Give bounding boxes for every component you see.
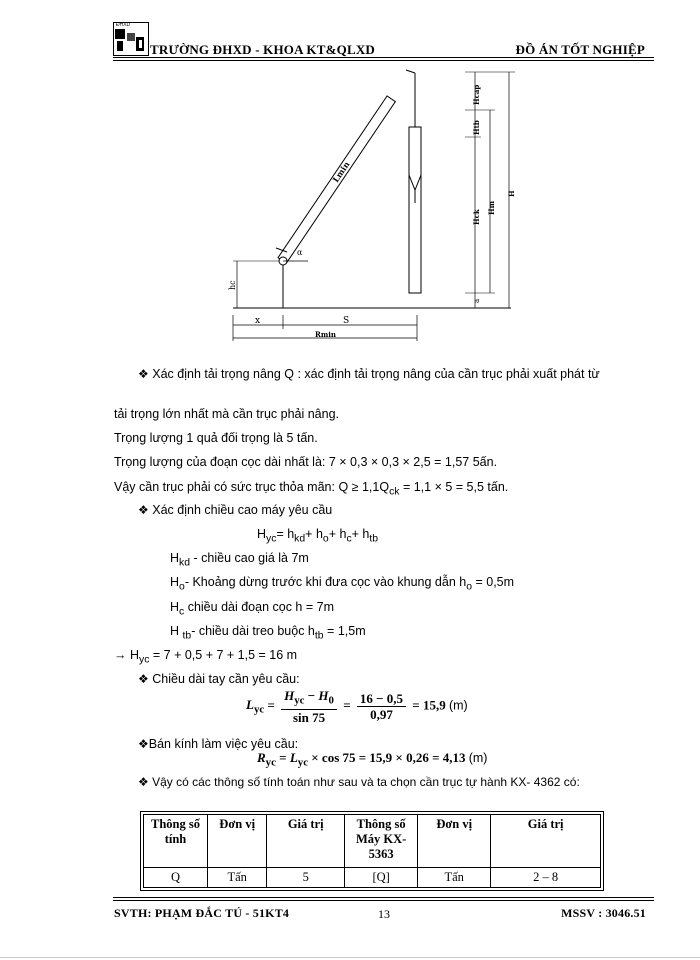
bullet-load-text: Xác định tải trọng nâng Q : xác định tải trọng nâng của cần trục phải xuất phát từ bbox=[152, 367, 600, 381]
def-hc: $H_c$ chiều dài đoạn cọc h = 7m bbox=[170, 600, 334, 618]
x-label: x bbox=[255, 316, 261, 326]
header-left: TRƯỜNG ĐHXD - KHOA KT&QLXD bbox=[150, 42, 376, 57]
line-1: tải trọng lớn nhất mà cần trục phải nâng. bbox=[114, 407, 339, 421]
eq-radius: $R_{yc} = L_{yc} \times \cos 75 = 15,9 \times 0,26 = 4,13$ (m) bbox=[257, 750, 488, 769]
bullet-load bbox=[138, 367, 653, 382]
footer-right: MSSV : 3046.51 bbox=[561, 906, 646, 920]
diamond-bullet-icon: ❖ bbox=[138, 672, 149, 686]
dim-hcap: Hcap bbox=[472, 84, 481, 105]
th-machine-param: Thông số Máy KX-5363 bbox=[345, 815, 418, 868]
logo-text: ĐHXD bbox=[116, 22, 131, 28]
def-htb: H $_{tb}$- chiều dài treo buộc $h_{tb} = 1,5m$ bbox=[170, 624, 366, 642]
dim-a: a bbox=[473, 298, 481, 303]
result-height: → $H_{yc} = 7 + 0,5 + 7 + 1,5 = 16$ m bbox=[114, 648, 298, 666]
bullet-radius-text: Bán kính làm việc yêu cầu: bbox=[148, 737, 299, 751]
def-ho: $H_o-$ Khoảng dừng trước khi đưa cọc vào khung dẫn $h_o = 0,5m$ bbox=[170, 575, 515, 593]
s-label: S bbox=[343, 316, 350, 326]
pile bbox=[409, 127, 421, 293]
eq-height: $H_{yc}= h_{kd}+ h_o+ h_c+ h_{tb}$ bbox=[257, 527, 379, 545]
bullet-radius bbox=[138, 737, 298, 751]
dim-htb: Htb bbox=[472, 120, 481, 135]
line-2: Trọng lượng 1 quả đối trọng là 5 tấn. bbox=[114, 431, 318, 445]
bullet-height-text: Xác định chiều cao máy yêu cầu bbox=[152, 503, 333, 517]
diamond-bullet-icon: ❖ bbox=[138, 503, 149, 517]
diamond-bullet-icon: ❖ bbox=[138, 367, 149, 381]
th-value: Giá trị bbox=[267, 815, 345, 868]
table-row: Q Tấn 5 [Q] Tấn 2 – 8 bbox=[144, 868, 601, 888]
footer-left: SVTH: PHẠM ĐẮC TÚ - 51KT4 bbox=[114, 906, 290, 920]
th-machine-value: Giá trị bbox=[491, 815, 601, 868]
bullet-height bbox=[138, 503, 332, 517]
page-number: 13 bbox=[378, 907, 390, 921]
footer-rule bbox=[113, 897, 654, 901]
params-table bbox=[143, 814, 601, 888]
th-unit: Đơn vị bbox=[207, 815, 266, 868]
diamond-bullet-icon: ❖ bbox=[138, 737, 149, 751]
params-table-frame bbox=[140, 811, 604, 891]
header-logo bbox=[113, 22, 149, 56]
bullet-summary bbox=[138, 775, 580, 789]
dim-h: H bbox=[507, 190, 516, 197]
angle-label: α bbox=[297, 248, 303, 257]
hc-label: hc bbox=[228, 280, 237, 290]
bullet-boom-text: Chiều dài tay cần yêu cầu: bbox=[152, 672, 300, 686]
bullet-boom bbox=[138, 672, 300, 686]
th-param: Thông số tính bbox=[144, 815, 208, 868]
def-hkd: $H_{kd}$ - chiều cao giá là 7m bbox=[170, 551, 309, 569]
table-header-row bbox=[144, 815, 601, 868]
fraction-1: $\frac{H_{yc} - H_0}{\sin 75}$ bbox=[281, 688, 337, 725]
page-bottom-edge bbox=[0, 957, 700, 958]
boom-label: Lmin bbox=[330, 159, 352, 185]
crane-diagram bbox=[225, 65, 525, 345]
dim-hck: Hck bbox=[472, 209, 481, 225]
line-3: Trọng lượng của đoạn cọc dài nhất là: 7 × 0,3 × 0,3 × 2,5 = 1,57 5ấn. bbox=[114, 455, 498, 469]
fraction-2: $\frac{16 - 0,5}{0,97}$ bbox=[357, 691, 406, 722]
header-right: ĐỒ ÁN TỐT NGHIỆP bbox=[515, 42, 645, 57]
header-rule bbox=[113, 57, 654, 61]
diamond-bullet-icon: ❖ bbox=[138, 775, 149, 789]
line-4: Vậy cần trục phải có sức trục thỏa mãn: $Q \ge 1,1Q_{ck} = 1,1 \times 5 = 5,5$ tấn. bbox=[114, 480, 509, 498]
rmin-label: Rmin bbox=[315, 330, 336, 339]
th-machine-unit: Đơn vị bbox=[418, 815, 491, 868]
dim-hm: Hm bbox=[487, 200, 496, 215]
eq-boom-length: $L_{yc}$ = $\frac{H_{yc} - H_0}{\sin 75}$ = $\frac{16 - 0,5}{0,97}$ = 15,9 (m) bbox=[246, 688, 468, 725]
bullet-summary-text: Vậy có các thông số tính toán như sau và ta chọn cần trục tự hành KX- 4362 có: bbox=[152, 775, 580, 789]
